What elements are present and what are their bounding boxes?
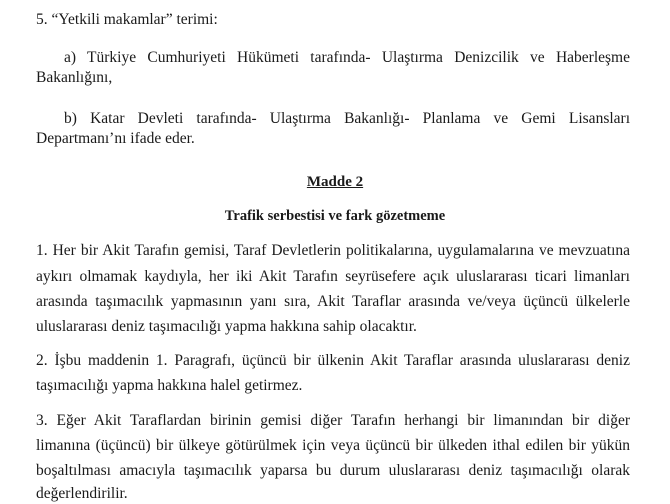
- item5-a-line1: a) Türkiye Cumhuriyeti Hükümeti tarafında- Ulaştırma Denizcilik ve Haberleşme: [64, 49, 630, 66]
- para3-line3: boşaltılması amacıyla taşımacılık yaparsa bu durum uluslararası deniz taşımacılığı olarak: [36, 462, 630, 479]
- para1-line3: arasında taşımacılık yapmasının yanı sıra, Akit Taraflar arasında ve/veya üçüncü ülkelerle: [36, 293, 630, 310]
- item5-b-line1: b) Katar Devleti tarafında- Ulaştırma Bakanlığı- Planlama ve Gemi Lisansları: [64, 110, 630, 127]
- article-title-text: Madde 2: [306, 174, 364, 190]
- item5-a-line2: Bakanlığını,: [36, 69, 113, 86]
- para3-line2: limanına (üçüncü) bir ülkeye götürülmek için veya üçüncü bir ülkeden ithal edilen bir yükün: [36, 437, 630, 454]
- article-title: [0, 172, 670, 192]
- para2-line1: 2. İşbu maddenin 1. Paragrafı, üçüncü bir ülkenin Akit Taraflar arasında uluslararası deniz: [36, 352, 630, 369]
- item5-b-line2: Departmanı’nı ifade eder.: [36, 130, 195, 147]
- item5-intro: 5. “Yetkili makamlar” terimi:: [36, 11, 218, 28]
- para1-line4: uluslararası deniz taşımacılığı yapma hakkına sahip olacaktır.: [36, 318, 417, 335]
- para2-line2: taşımacılığı yapma hakkına halel getirmez.: [36, 377, 303, 394]
- para1-line2: aykırı olmamak kaydıyla, her iki Akit Tarafın seyrüsefere açık uluslararası ticari limanları: [36, 268, 630, 285]
- para3-line1: 3. Eğer Akit Taraflardan birinin gemisi diğer Tarafın herhangi bir limanından bir diğer: [36, 412, 630, 429]
- para1-line1: 1. Her bir Akit Tarafın gemisi, Taraf Devletlerin politikalarına, uygulamalarına ve mevzuatına: [36, 242, 630, 259]
- article-subtitle: Trafik serbestisi ve fark gözetmeme: [224, 208, 446, 224]
- para3-line4: değerlendirilir.: [36, 485, 128, 502]
